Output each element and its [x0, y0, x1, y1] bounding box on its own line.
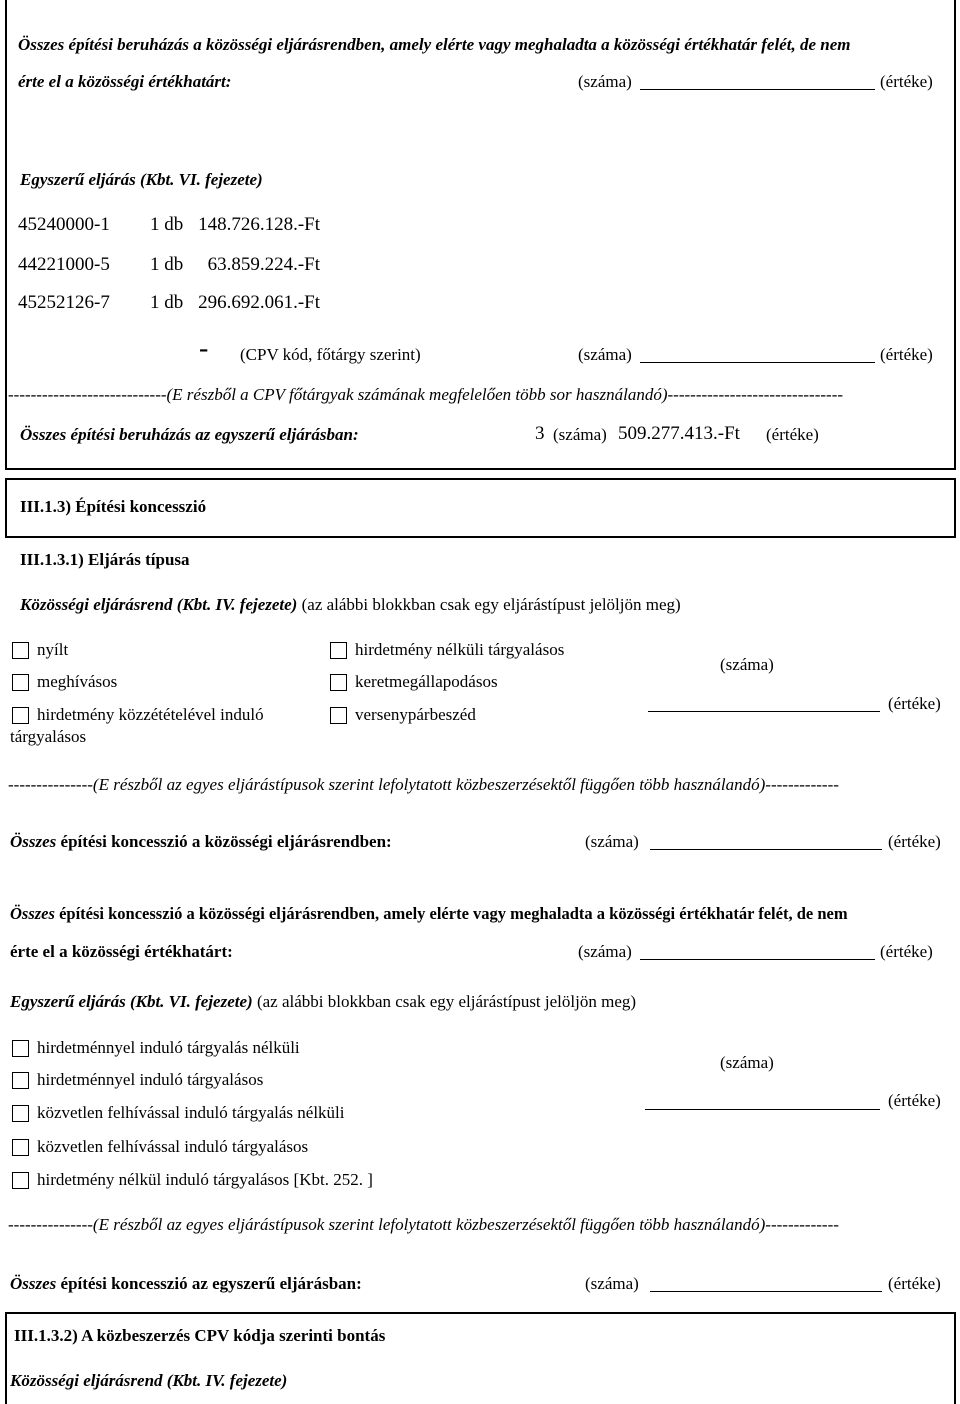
count-label: (száma) [578, 72, 632, 91]
total-prefix: Összes [10, 832, 57, 851]
checkbox-simple-option-2[interactable] [12, 1072, 29, 1089]
cpv-breakdown-heading: III.1.3.2) A közbeszerzés CPV kódja szerinti bontás [14, 1326, 386, 1345]
separator-dashes: ---------------------------- [8, 385, 167, 404]
total-text: építési koncesszió a közösségi eljárásrendben: [56, 832, 392, 851]
instruction-note: (az alábbi blokkban csak egy eljárástípust jelöljön meg) [297, 595, 681, 614]
value-label: (értéke) [880, 942, 933, 961]
option-label: hirdetménnyel induló tárgyalásos [37, 1070, 264, 1089]
instruction-note: (az alábbi blokkban csak egy eljárástípust jelöljön meg) [252, 992, 637, 1011]
cpv-value: 63.859.224.-Ft [207, 254, 320, 275]
total-prefix: Összes [10, 904, 55, 923]
fill-in-line [648, 711, 880, 712]
cpv-code: 44221000-5 [18, 254, 110, 275]
separator-dashes: ------------- [765, 1215, 839, 1234]
cpv-quantity: 1 db [150, 214, 184, 235]
community-procedure-heading [20, 595, 681, 615]
value-label: (értéke) [880, 72, 933, 91]
total-text: építési koncesszió az egyszerű eljárásban: [56, 1274, 362, 1293]
separator-dashes: ------------- [765, 775, 839, 794]
checkbox-simple-option-4[interactable] [12, 1139, 29, 1156]
checkbox-open[interactable] [12, 642, 29, 659]
simple-procedure-heading: Egyszerű eljárás (Kbt. VI. fejezete) [20, 170, 263, 189]
separator-note [8, 775, 943, 795]
concession-threshold-line-1 [10, 904, 848, 924]
value-label: (értéke) [766, 425, 819, 444]
checkbox-simple-option-1[interactable] [12, 1040, 29, 1057]
option-label: nyílt [37, 640, 69, 659]
community-procedure-title: Közösségi eljárásrend (Kbt. IV. fejezete) [20, 595, 298, 614]
count-label: (száma) [585, 832, 639, 851]
count-label: (száma) [585, 1274, 639, 1293]
cpv-label: (CPV kód, főtárgy szerint) [240, 345, 421, 364]
count-label: (száma) [720, 655, 774, 674]
option-label: közvetlen felhívással induló tárgyalás nélküli [37, 1103, 345, 1122]
cpv-quantity: 1 db [150, 254, 184, 275]
concession-threshold-line-2: érte el a közösségi értékhatárt: [10, 942, 233, 961]
threshold-line-1: Összes építési beruházás a közösségi eljárásrendben, amely elérte vagy meghaladta a közösségi értékhatár felét, de nem [18, 35, 851, 54]
simple-total-value: 509.277.413.-Ft [618, 423, 740, 444]
fill-in-line [640, 959, 875, 960]
option-label: hirdetménnyel induló tárgyalás nélküli [37, 1038, 300, 1057]
procedure-type-heading: III.1.3.1) Eljárás típusa [20, 550, 190, 569]
fill-in-line [645, 1109, 880, 1110]
separator-note [8, 1215, 943, 1235]
checkbox-framework-agreement[interactable] [330, 674, 347, 691]
simple-total-label: Összes építési beruházás az egyszerű eljárásban: [20, 425, 359, 444]
count-label: (száma) [578, 942, 632, 961]
simple-total-count: 3 [535, 423, 545, 444]
value-label: (értéke) [880, 345, 933, 364]
cpv-dash: - [199, 333, 209, 364]
option-label: keretmegállapodásos [355, 672, 498, 691]
option-label: közvetlen felhívással induló tárgyalásos [37, 1137, 309, 1156]
fill-in-line [650, 1291, 882, 1292]
separator-note [8, 385, 943, 405]
option-label: hirdetmény nélkül induló tárgyalásos [Kbt. 252. ] [37, 1170, 373, 1189]
checkbox-restricted[interactable] [12, 674, 29, 691]
option-label: hirdetmény nélküli tárgyalásos [355, 640, 565, 659]
checkbox-negotiated-without-notice[interactable] [330, 642, 347, 659]
fill-in-line [640, 362, 875, 363]
separator-text: (E részből az egyes eljárástípusok szerint lefolytatott közbeszerzésektől függően több használandó) [92, 775, 766, 794]
separator-text: (E részből az egyes eljárástípusok szerint lefolytatott közbeszerzésektől függően több használandó) [92, 1215, 766, 1234]
threshold-text: építési koncesszió a közösségi eljárásrendben, amely elérte vagy meghaladta a közösségi értékhatár felét, de nem [54, 904, 848, 923]
simple-concession-total-label [10, 1274, 362, 1294]
separator-dashes: ------------------------------- [667, 385, 844, 404]
cpv-quantity: 1 db [150, 292, 184, 313]
checkbox-competitive-dialogue[interactable] [330, 707, 347, 724]
community-total-label [10, 832, 392, 852]
option-label: versenypárbeszéd [355, 705, 476, 724]
simple-procedure-heading-2 [10, 992, 636, 1012]
count-label: (száma) [553, 425, 607, 444]
value-label: (értéke) [888, 694, 941, 713]
count-label: (száma) [720, 1053, 774, 1072]
cpv-value: 148.726.128.-Ft [198, 214, 320, 235]
separator-dashes: --------------- [8, 1215, 93, 1234]
fill-in-line [640, 89, 875, 90]
community-procedure-heading-2: Közösségi eljárásrend (Kbt. IV. fejezete) [10, 1371, 288, 1390]
simple-procedure-title: Egyszerű eljárás (Kbt. VI. fejezete) [10, 992, 253, 1011]
total-prefix: Összes [10, 1274, 57, 1293]
threshold-line-2: érte el a közösségi értékhatárt: [18, 72, 232, 91]
value-label: (értéke) [888, 1091, 941, 1110]
cpv-code: 45240000-1 [18, 214, 110, 235]
value-label: (értéke) [888, 832, 941, 851]
cpv-value: 296.692.061.-Ft [198, 292, 320, 313]
separator-dashes: --------------- [8, 775, 93, 794]
count-label: (száma) [578, 345, 632, 364]
separator-text: (E részből a CPV főtárgyak számának megfelelően több sor használandó) [166, 385, 668, 404]
option-label: hirdetmény közzétételével induló tárgyalásos [10, 705, 264, 746]
checkbox-simple-option-5[interactable] [12, 1172, 29, 1189]
section-heading: III.1.3) Építési koncesszió [20, 497, 207, 516]
fill-in-line [650, 849, 882, 850]
value-label: (értéke) [888, 1274, 941, 1293]
checkbox-simple-option-3[interactable] [12, 1105, 29, 1122]
option-label: meghívásos [37, 672, 118, 691]
cpv-code: 45252126-7 [18, 292, 110, 313]
